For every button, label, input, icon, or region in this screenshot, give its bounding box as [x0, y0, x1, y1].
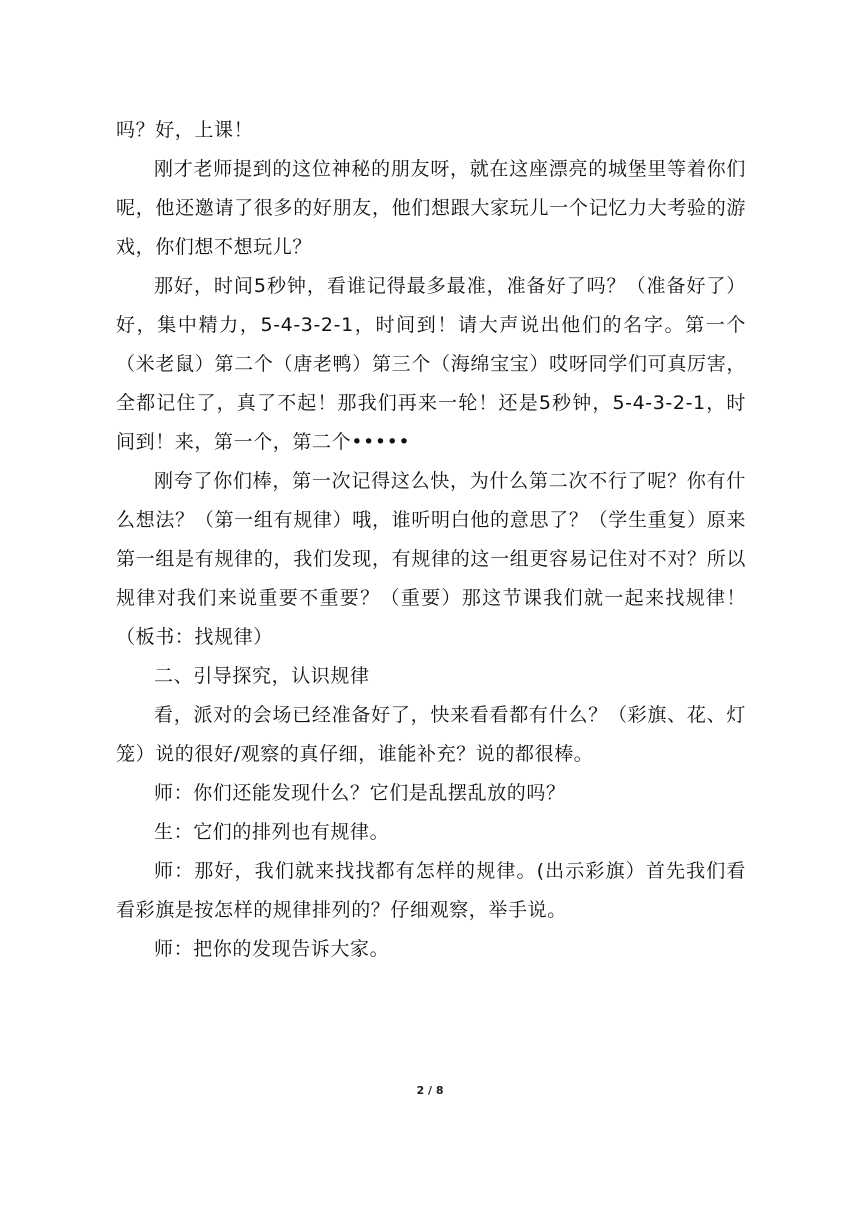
paragraph: 师：那好，我们就来找找都有怎样的规律。(出示彩旗）首先我们看看彩旗是按怎样的规律排列的？仔细观察，举手说。 [116, 860, 746, 921]
paragraph: 那好，时间5秒钟，看谁记得最多最准，准备好了吗？（准备好了）好，集中精力，5-4-3-2-1，时间到！请大声说出他们的名字。第一个（米老鼠）第二个（唐老鸭）第三个（海绵宝宝）哎呀同学们可真厉害，全都记住了，真了不起！那我们再来一轮！还是5秒钟，5-4-3-2-1，时间到！来，第一个，第二个••••• [116, 275, 746, 453]
paragraph: 刚才老师提到的这位神秘的朋友呀，就在这座漂亮的城堡里等着你们呢，他还邀请了很多的好朋友，他们想跟大家玩儿一个记忆力大考验的游戏，你们想不想玩儿？ [116, 158, 746, 258]
document-body [116, 111, 746, 969]
paragraph: 师：你们还能发现什么？它们是乱摆乱放的吗？ [154, 782, 566, 804]
section-heading: 二、引导探究，认识规律 [154, 665, 370, 687]
paragraph: 师：把你的发现告诉大家。 [154, 938, 390, 960]
page-number: 2 / 8 [416, 1084, 444, 1097]
paragraph: 生：它们的排列也有规律。 [154, 821, 390, 843]
paragraph: 刚夸了你们棒，第一次记得这么快，为什么第二次不行了呢？你有什么想法？（第一组有规律）哦，谁听明白他的意思了？（学生重复）原来第一组是有规律的，我们发现，有规律的这一组更容易记住对不对？所以规律对我们来说重要不重要？（重要）那这节课我们就一起来找规律！（板书：找规律） [116, 470, 746, 648]
paragraph: 吗？好，上课！ [116, 119, 254, 141]
paragraph: 看，派对的会场已经准备好了，快来看看都有什么？（彩旗、花、灯笼）说的很好/观察的真仔细，谁能补充？说的都很棒。 [116, 704, 746, 765]
